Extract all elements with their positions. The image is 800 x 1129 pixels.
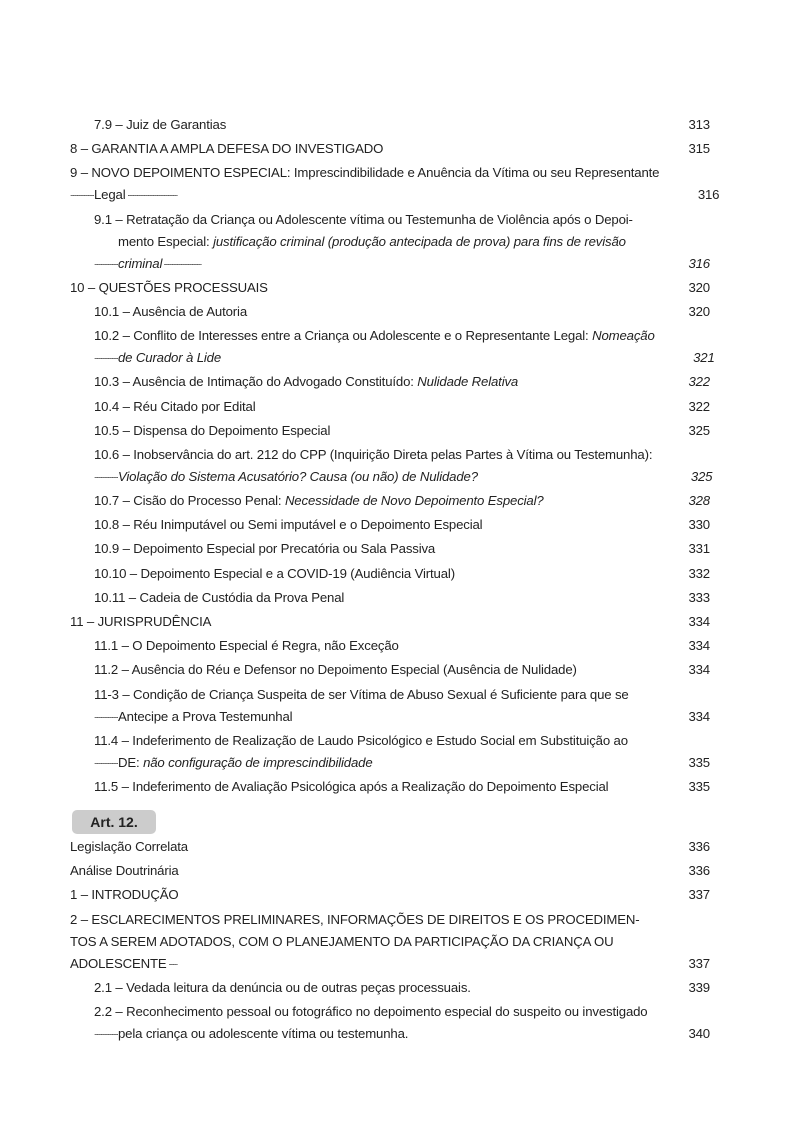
toc-entry-text: Análise Doutrinária . . .	[70, 860, 650, 882]
toc-page-number: 316	[697, 187, 720, 203]
toc-page-number: 334	[688, 708, 710, 724]
toc-page-number: 336	[688, 863, 710, 879]
toc-page-number: 320	[688, 279, 710, 295]
toc-entry-text: 10.2 – Conflito de Interesses entre a Criança ou Adolescente e o Representante Legal: Nomeação	[94, 328, 655, 344]
toc-page-number: 334	[688, 662, 710, 678]
toc-page-number: 334	[688, 614, 710, 629]
toc-entry-text: 10.6 – Inobservância do art. 212 do CPP (Inquirição Direta pelas Partes à Vítima ou Testemunha):	[94, 446, 653, 462]
toc-page-number: 335	[688, 754, 710, 770]
toc-entry-text: 10.7 – Cisão do Processo Penal: Necessidade de Novo Depoimento Especial? . . .	[94, 490, 650, 512]
toc-entry-text: Violação do Sistema Acusatório? Causa (ou não) de Nulidade? . . .	[94, 466, 652, 488]
toc-page-number: 316	[688, 255, 710, 271]
toc-entry-text: mento Especial: justificação criminal (produção antecipada de prova) para fins de revisão	[118, 233, 626, 249]
toc-entry[interactable]	[70, 325, 715, 369]
toc-page-number: 334	[688, 638, 710, 654]
toc-entry-text: 10.8 – Réu Inimputável ou Semi imputável e o Depoimento Especial . . .	[94, 514, 650, 536]
toc-entry-text: Legislação Correlata . . .	[70, 836, 650, 858]
toc-page-number: 333	[688, 589, 710, 605]
toc-page-number: 337	[688, 955, 710, 971]
toc-page-number: 325	[690, 468, 713, 484]
toc-entry-text: criminal . . .	[94, 253, 650, 275]
toc-entry-text: 2.1 – Vedada leitura da denúncia ou de outras peças processuais. . . .	[94, 977, 650, 999]
table-of-contents-part-1	[70, 114, 720, 800]
toc-entry-text: 2 – ESCLARECIMENTOS PRELIMINARES, INFORMAÇÕES DE DIREITOS E OS PROCEDIMEN-	[70, 911, 640, 927]
toc-entry[interactable]	[70, 563, 710, 585]
section-badge: Art. 12.	[72, 810, 156, 834]
toc-entry[interactable]	[70, 162, 720, 206]
toc-entry[interactable]	[70, 514, 710, 536]
toc-entry[interactable]	[70, 371, 710, 393]
toc-entry[interactable]	[70, 209, 710, 275]
toc-entry-text: 10.3 – Ausência de Intimação do Advogado Constituído: Nulidade Relativa . . .	[94, 371, 650, 393]
toc-entry-text: 1 – INTRODUÇÃO . . .	[70, 884, 650, 906]
toc-entry[interactable]	[70, 396, 710, 418]
toc-page-number: 330	[688, 517, 710, 533]
toc-page-number: 339	[688, 979, 710, 995]
toc-entry[interactable]	[70, 611, 710, 633]
toc-entry[interactable]	[70, 836, 710, 858]
toc-entry-text: Antecipe a Prova Testemunhal . . .	[94, 706, 650, 728]
toc-entry[interactable]	[70, 1001, 710, 1045]
toc-entry-text: 11-3 – Condição de Criança Suspeita de ser Vítima de Abuso Sexual é Suficiente para que se	[94, 686, 629, 702]
toc-entry[interactable]	[70, 776, 710, 798]
toc-page-number: 322	[688, 374, 710, 390]
toc-entry[interactable]	[70, 659, 710, 681]
toc-page-number: 337	[688, 887, 710, 903]
toc-entry-text: 9 – NOVO DEPOIMENTO ESPECIAL: Imprescindibilidade e Anuência da Vítima ou seu Representante	[70, 165, 660, 181]
toc-entry-text: Legal . . .	[70, 184, 659, 206]
toc-page-number: 325	[688, 422, 710, 438]
toc-entry-text: 10.11 – Cadeia de Custódia da Prova Penal . . .	[94, 587, 650, 609]
toc-entry-text: 10.10 – Depoimento Especial e a COVID-19 (Audiência Virtual) . . .	[94, 563, 650, 585]
toc-entry-text: 8 – GARANTIA A AMPLA DEFESA DO INVESTIGADO . . .	[70, 138, 650, 160]
toc-page-number: 322	[688, 398, 710, 414]
toc-entry[interactable]	[70, 490, 710, 512]
toc-entry-text: pela criança ou adolescente vítima ou testemunha. . . .	[94, 1023, 650, 1045]
toc-page-number: 335	[688, 778, 710, 794]
toc-entry[interactable]	[70, 635, 710, 657]
toc-page-number: 340	[688, 1025, 710, 1041]
toc-entry-text: 10.1 – Ausência de Autoria . . .	[94, 301, 650, 323]
toc-entry[interactable]	[70, 538, 710, 560]
toc-entry[interactable]	[70, 684, 710, 728]
toc-entry[interactable]	[70, 301, 710, 323]
toc-page-number: 332	[688, 565, 710, 581]
toc-entry-text: TOS A SEREM ADOTADOS, COM O PLANEJAMENTO DA PARTICIPAÇÃO DA CRIANÇA OU	[70, 933, 614, 949]
toc-entry[interactable]	[70, 277, 710, 299]
toc-page-number: 331	[688, 541, 710, 557]
toc-entry[interactable]	[70, 977, 710, 999]
toc-page-number: 320	[688, 303, 710, 319]
toc-page-number: 336	[688, 839, 710, 854]
toc-entry-text: 11.4 – Indeferimento de Realização de Laudo Psicológico e Estudo Social em Substituição ao	[94, 732, 628, 748]
toc-entry-text: DE: não configuração de imprescindibilidade . . .	[94, 752, 650, 774]
toc-entry-text: 10 – QUESTÕES PROCESSUAIS . . .	[70, 277, 650, 299]
toc-entry[interactable]	[70, 884, 710, 906]
toc-entry-text: ADOLESCENTE . . .	[70, 953, 650, 975]
toc-page-number: 315	[688, 141, 710, 157]
toc-entry[interactable]	[70, 860, 710, 882]
toc-entry-text: 9.1 – Retratação da Criança ou Adolescente vítima ou Testemunha de Violência após o Depoi-	[94, 211, 633, 227]
toc-entry[interactable]	[70, 730, 710, 774]
toc-entry[interactable]	[70, 138, 710, 160]
toc-page-number: 328	[688, 493, 710, 509]
table-of-contents-part-2	[70, 836, 710, 1047]
toc-page-number: 313	[688, 117, 710, 132]
toc-entry-text: 7.9 – Juiz de Garantias . . .	[94, 114, 650, 136]
toc-entry[interactable]	[70, 444, 713, 488]
toc-entry-text: 11 – JURISPRUDÊNCIA . . .	[70, 611, 650, 633]
toc-entry[interactable]	[70, 909, 710, 975]
toc-entry-text: 10.9 – Depoimento Especial por Precatória ou Sala Passiva . . .	[94, 538, 650, 560]
toc-entry-text: 11.1 – O Depoimento Especial é Regra, não Exceção . . .	[94, 635, 650, 657]
toc-entry-text: de Curador à Lide . . .	[94, 347, 655, 369]
toc-entry[interactable]	[70, 587, 710, 609]
toc-page-number: 321	[693, 350, 715, 366]
toc-entry-text: 11.2 – Ausência do Réu e Defensor no Depoimento Especial (Ausência de Nulidade) . . .	[94, 659, 650, 681]
toc-entry-text: 11.5 – Indeferimento de Avaliação Psicológica após a Realização do Depoimento Especial . . .	[94, 776, 650, 798]
toc-entry[interactable]	[70, 114, 710, 136]
toc-entry-text: 10.4 – Réu Citado por Edital . . .	[94, 396, 650, 418]
toc-entry[interactable]	[70, 420, 710, 442]
toc-entry-text: 10.5 – Dispensa do Depoimento Especial . . .	[94, 420, 650, 442]
toc-entry-text: 2.2 – Reconhecimento pessoal ou fotográfico no depoimento especial do suspeito ou investigado	[94, 1003, 648, 1019]
